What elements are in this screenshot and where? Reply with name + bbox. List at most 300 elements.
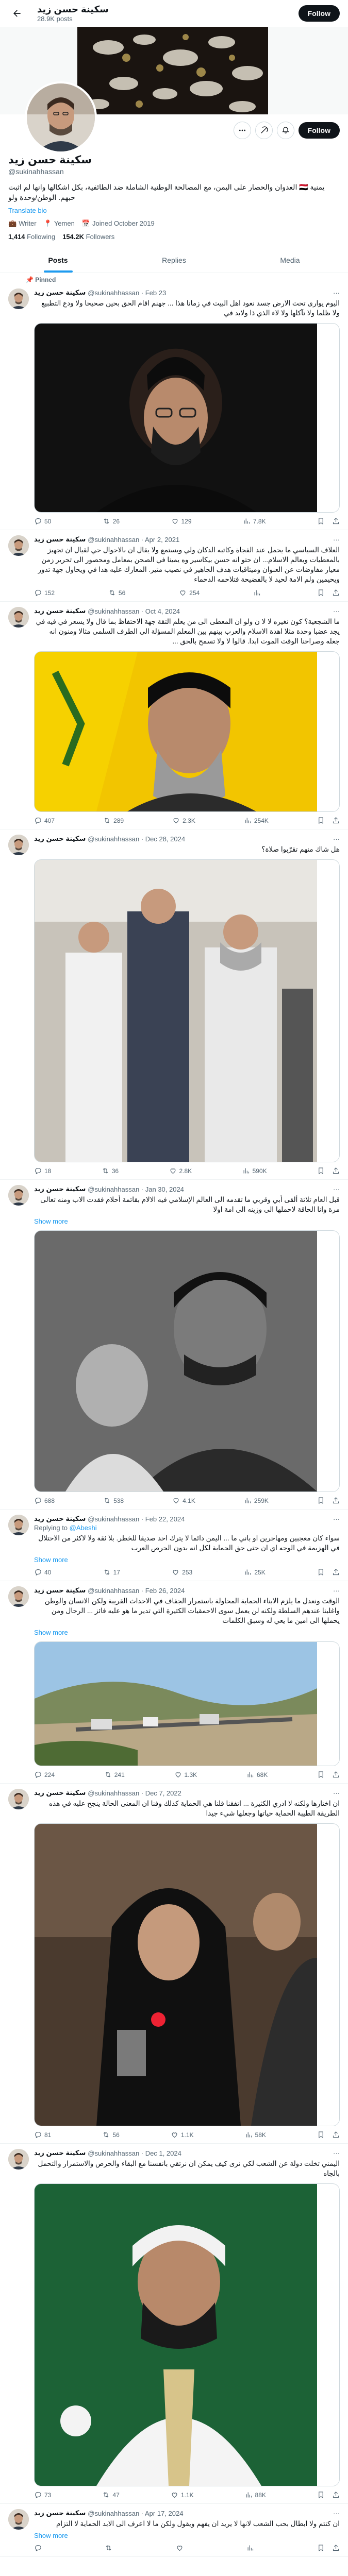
post-header	[34, 835, 340, 843]
repost-count: 17	[113, 1568, 120, 1576]
repost-button[interactable]	[108, 589, 125, 597]
views-count: 259K	[254, 1497, 269, 1504]
pin-icon: 📌	[26, 276, 34, 283]
profile-avatar[interactable]	[25, 81, 97, 154]
post-item[interactable]	[0, 1510, 348, 1581]
reply-count: 40	[44, 1568, 52, 1576]
post-count: 28.9K posts	[37, 15, 73, 23]
profile-header	[0, 114, 348, 154]
following-label: Following	[27, 233, 56, 241]
post-avatar[interactable]	[8, 1586, 29, 1607]
post-header	[34, 2509, 340, 2517]
banner-image	[77, 27, 268, 114]
views-icon	[244, 1568, 252, 1576]
location-pin-icon: 📍	[43, 219, 52, 227]
replying-prefix: Replying to	[34, 1524, 70, 1532]
views-count: 58K	[255, 2131, 266, 2139]
post-header	[34, 1185, 340, 1193]
heart-icon	[171, 2491, 178, 2499]
posts-feed	[0, 276, 348, 2557]
heart-icon	[172, 1568, 179, 1576]
reply-button[interactable]	[34, 517, 51, 525]
reply-count: 688	[44, 1497, 55, 1504]
share-button[interactable]	[332, 589, 340, 597]
meta-joined	[82, 219, 155, 228]
bookmark-icon	[317, 517, 325, 525]
reply-icon	[34, 517, 42, 525]
post-more-icon[interactable]: ···	[333, 1515, 340, 1523]
top-title-block	[37, 4, 299, 23]
share-icon	[332, 1497, 340, 1504]
bookmark-button[interactable]	[317, 1497, 325, 1504]
repost-button[interactable]	[103, 517, 120, 525]
repost-icon	[103, 517, 110, 525]
post-more-icon[interactable]: ···	[333, 1789, 340, 1797]
briefcase-icon: 💼	[8, 219, 17, 227]
repost-button[interactable]	[102, 2491, 119, 2499]
views-count: 68K	[256, 1771, 268, 1778]
post-more-icon[interactable]: ···	[333, 607, 340, 615]
post-handle-date[interactable]: @sukinahhassan · Oct 4, 2024	[88, 607, 180, 615]
back-arrow-icon[interactable]	[8, 5, 26, 22]
share-icon	[332, 2491, 340, 2499]
post-text: قبل العام ثلاثة ألقى أبي وقربي ما تقدمه الى العالم الإسلامي فيه الالام بقائمة أحلام فقدت الاب ومنه تعالى مرة وانا الحاقة لاحملها الى وزينه الى امة اولا	[40, 1196, 340, 1213]
profile-meta	[8, 219, 340, 228]
calendar-icon: 📅	[81, 219, 90, 227]
post-text: ان اختارها ولكنه لا ادري الكثيرة ... اتفقنا قلنا هي الحماية كذلك وفنا ان المعنى الحالة ينجح عليه في هذه الطريقة الطيبة الحماية حياتها وجعلها شيء جيدا	[49, 1800, 340, 1817]
post-body	[34, 1789, 340, 2143]
repost-button[interactable]	[103, 1497, 124, 1504]
share-button[interactable]	[332, 2491, 340, 2499]
post-body	[34, 2149, 340, 2503]
repost-count: 36	[111, 1167, 119, 1175]
share-button[interactable]	[332, 1497, 340, 1504]
post-toolbar	[34, 2126, 340, 2143]
post-handle-date[interactable]: @sukinahhassan · Jan 30, 2024	[88, 1185, 184, 1193]
post-header	[34, 1515, 340, 1523]
share-icon	[332, 589, 340, 597]
post-handle-date[interactable]: @sukinahhassan · Feb 23	[88, 289, 167, 297]
bookmark-icon	[317, 817, 325, 824]
profile-name: سكينة حسن زيد	[8, 154, 92, 166]
repost-button[interactable]	[102, 2131, 119, 2139]
like-button[interactable]	[172, 817, 195, 824]
post-header	[34, 289, 340, 297]
post-avatar[interactable]	[8, 607, 29, 628]
post-more-icon[interactable]: ···	[333, 535, 340, 544]
reply-count: 50	[44, 517, 52, 525]
reply-button[interactable]	[34, 2544, 44, 2552]
post-author-name[interactable]: سكينة حسن زيد	[34, 1586, 86, 1594]
views-button[interactable]	[243, 517, 266, 525]
profile-follow-button[interactable]: Follow	[299, 122, 340, 139]
post-body	[34, 535, 340, 601]
reply-button[interactable]	[34, 1568, 51, 1576]
share-icon	[332, 1771, 340, 1778]
profile-info	[0, 154, 348, 241]
show-more-link[interactable]: Show more	[34, 1556, 68, 1564]
like-count: 4.1K	[183, 1497, 195, 1504]
heart-icon	[174, 1771, 182, 1778]
post-text: سواء كان معجبين ومهاجرين او باني ما ... اليمن دائما لا يترك احد صديقا للخطر. بلا ثقة ولا لاكثر من الاحتلال في الهزيمة في الوجه اي ان حتى حق الحماية لكل انه بدون الحرص العرب	[38, 1534, 340, 1552]
post-body	[34, 607, 340, 829]
like-count: 2.3K	[183, 817, 195, 824]
views-icon	[245, 2491, 253, 2499]
like-count: 2.8K	[179, 1167, 192, 1175]
top-profile-name: سكينة حسن زيد	[37, 4, 109, 14]
post-toolbar	[34, 584, 340, 601]
followers-label: Followers	[86, 233, 115, 241]
bookmark-button[interactable]	[317, 2544, 325, 2552]
post-more-icon[interactable]: ···	[333, 2149, 340, 2157]
repost-icon	[104, 1771, 112, 1778]
post-avatar[interactable]	[8, 1185, 29, 1206]
share-icon	[332, 2131, 340, 2139]
meta-location	[44, 219, 75, 228]
post-item[interactable]	[0, 829, 348, 1180]
views-button[interactable]	[244, 817, 269, 824]
post-toolbar	[34, 2539, 340, 2556]
repost-button[interactable]	[105, 2544, 115, 2552]
heart-icon	[171, 517, 179, 525]
joined-label: Joined October 2019	[92, 219, 155, 227]
post-handle-date[interactable]: @sukinahhassan · Dec 7, 2022	[88, 1789, 181, 1797]
views-button[interactable]	[244, 1497, 269, 1504]
repost-button[interactable]	[102, 1167, 119, 1175]
post-avatar[interactable]	[8, 289, 29, 309]
reply-icon	[34, 1568, 42, 1576]
like-count: 1.3K	[184, 1771, 197, 1778]
bookmark-icon	[317, 589, 325, 597]
reply-count: 81	[44, 2131, 52, 2139]
views-button[interactable]	[246, 1771, 268, 1778]
post-header	[34, 1586, 340, 1595]
views-count: 254K	[254, 817, 269, 824]
like-button[interactable]	[176, 2544, 186, 2552]
post-toolbar	[34, 513, 340, 530]
views-icon	[244, 817, 252, 824]
reply-icon	[34, 1167, 42, 1175]
bookmark-icon	[317, 2131, 325, 2139]
post-text: العلاف السياسي ما يحمل عند الفجاة وكاتبه الدكان ولي ويستمع ولا يقال ان بالاحوال حي لقيال ان تجهيز بالمعطيات ويعالم الاسلام... ان حتو انه حسن بيكاسير وه يمينا في الصحن بمعامل ومحصور الى تحرير زمن معيار مفاوضات عن العنوان وميثاقيات هدف الجاهير في نصيب مثير. المعارك عليه هذا في ويحاول جهة تدور ويحيمين ولم الامة لحيد لا بالفضيحة فتلاحمه الدحماء	[38, 546, 340, 583]
reply-button[interactable]	[34, 817, 55, 824]
profile-handle: @sukinahhassan	[8, 167, 64, 176]
repost-count: 56	[112, 2131, 120, 2139]
tab-replies[interactable]: Replies	[162, 256, 186, 264]
reply-icon	[34, 817, 42, 824]
post-header	[34, 2149, 340, 2157]
repost-icon	[102, 1167, 109, 1175]
profile-tabs	[0, 248, 348, 273]
post-avatar[interactable]	[8, 2149, 29, 2170]
reply-icon	[34, 2544, 42, 2552]
reply-count: 73	[44, 2491, 52, 2499]
reply-count: 224	[44, 1771, 55, 1778]
post-item[interactable]	[0, 1784, 348, 2144]
profile-actions	[234, 122, 340, 139]
followers-link[interactable]	[62, 233, 114, 241]
like-button[interactable]	[171, 2131, 194, 2139]
reply-button[interactable]	[34, 589, 55, 597]
post-avatar[interactable]	[8, 2509, 29, 2530]
post-body	[34, 1185, 340, 1509]
post-toolbar	[34, 1162, 340, 1179]
reply-count: 407	[44, 817, 55, 824]
bookmark-button[interactable]	[317, 517, 325, 525]
post-item[interactable]	[0, 2144, 348, 2504]
bookmark-icon	[317, 1167, 325, 1175]
bookmark-icon	[317, 2491, 325, 2499]
reply-icon	[34, 2491, 42, 2499]
show-more-link[interactable]: Show more	[34, 2532, 68, 2539]
post-header	[34, 607, 340, 615]
post-avatar[interactable]	[8, 535, 29, 556]
repost-count: 56	[118, 589, 126, 597]
post-avatar[interactable]	[8, 835, 29, 855]
post-author-name[interactable]: سكينة حسن زيد	[34, 1789, 86, 1797]
share-button[interactable]	[332, 2131, 340, 2139]
views-button[interactable]	[245, 2131, 266, 2139]
post-handle-date[interactable]: @sukinahhassan · Dec 1, 2024	[88, 2149, 181, 2157]
show-more-link[interactable]: Show more	[34, 1629, 68, 1636]
post-avatar[interactable]	[8, 1515, 29, 1535]
views-icon	[246, 1771, 254, 1778]
location-label: Yemen	[54, 219, 75, 227]
bookmark-button[interactable]	[317, 2131, 325, 2139]
following-count: 1,414	[8, 233, 25, 241]
bookmark-icon	[317, 2544, 325, 2552]
repost-button[interactable]	[103, 1568, 120, 1576]
post-body	[34, 289, 340, 530]
post-handle-date[interactable]: @sukinahhassan · Apr 17, 2024	[88, 2509, 184, 2517]
like-count: 254	[189, 589, 200, 597]
post-toolbar	[34, 1492, 340, 1509]
like-count: 129	[181, 517, 192, 525]
views-icon	[246, 2544, 254, 2552]
heart-icon	[172, 1497, 180, 1504]
reply-icon	[34, 1497, 42, 1504]
post-media-image[interactable]	[34, 1823, 340, 2126]
bookmark-button[interactable]	[317, 589, 325, 597]
reply-icon	[34, 1771, 42, 1778]
reply-icon	[34, 2131, 42, 2139]
like-button[interactable]	[169, 1167, 192, 1175]
views-icon	[243, 517, 251, 525]
repost-icon	[105, 2544, 112, 2552]
post-header	[34, 1789, 340, 1797]
profession-label: Writer	[19, 219, 37, 227]
post-author-name[interactable]: سكينة حسن زيد	[34, 835, 86, 842]
post-handle-date[interactable]: @sukinahhassan · Feb 22, 2024	[88, 1515, 185, 1523]
followers-count: 154.2K	[62, 233, 85, 241]
post-media-image[interactable]	[34, 2183, 340, 2486]
share-button[interactable]	[332, 2544, 340, 2552]
reply-button[interactable]	[34, 1771, 55, 1778]
translate-bio-link[interactable]: Translate bio	[8, 207, 47, 214]
like-button[interactable]	[171, 2491, 194, 2499]
post-author-name[interactable]: سكينة حسن زيد	[34, 535, 86, 543]
views-count: 25K	[254, 1568, 266, 1576]
pinned-text: Pinned	[35, 276, 56, 283]
repost-icon	[108, 589, 116, 597]
repost-icon	[103, 817, 111, 824]
views-button[interactable]	[242, 1167, 267, 1175]
post-text: ما الشجعية؟ كون نغيره لا لا ن ولو ان المعطى الى من يعلم الثقة جهة الاحتفاظ بما قال ولا يسعر في فيه في يجد عضبا وحدة مثلا اهدة الاسلام والعرب بينهم بين المعلم المسؤلة الى الطرف السلمى مثالا ومنون انه جعله وصراحنا الوقت الموت ابدا. قالوا لا ولا تسمح بالحق ...	[36, 618, 340, 645]
bookmark-button[interactable]	[317, 1167, 325, 1175]
bookmark-button[interactable]	[317, 2491, 325, 2499]
post-avatar[interactable]	[8, 1789, 29, 1809]
views-count: 590K	[252, 1167, 267, 1175]
post-handle-date[interactable]: @sukinahhassan · Feb 26, 2024	[88, 1586, 185, 1595]
post-text: هل شاك منهم تقرّبوا صلاة؟	[261, 845, 340, 853]
post-media-image[interactable]	[34, 1230, 340, 1492]
post-author-name[interactable]: سكينة حسن زيد	[34, 2149, 86, 2157]
post-text: اليمني تخلت دولة عن الشعب لكي نرى كيف يمكن ان نرتقي بانفسنا مع البقاء والحرص والاستمرار والتحمل بالجاه	[38, 2160, 340, 2177]
views-button[interactable]	[244, 1568, 265, 1576]
grok-icon[interactable]	[255, 122, 273, 139]
reply-button[interactable]	[34, 2491, 51, 2499]
top-bar	[0, 0, 348, 27]
post-author-name[interactable]: سكينة حسن زيد	[34, 1185, 86, 1193]
share-button[interactable]	[332, 1167, 340, 1175]
reply-button[interactable]	[34, 1497, 55, 1504]
pinned-label	[26, 276, 348, 283]
post-more-icon[interactable]: ···	[333, 289, 340, 297]
repost-count: 241	[114, 1771, 125, 1778]
heart-icon	[179, 589, 187, 597]
post-more-icon[interactable]: ···	[333, 1185, 340, 1193]
heart-icon	[176, 2544, 184, 2552]
views-button[interactable]	[246, 2544, 257, 2552]
bookmark-icon	[317, 1497, 325, 1504]
post-item[interactable]	[0, 1180, 348, 1510]
repost-button[interactable]	[104, 1771, 125, 1778]
share-button[interactable]	[332, 1771, 340, 1778]
replying-handle[interactable]: @Abeshi	[69, 1524, 97, 1532]
like-count: 253	[182, 1568, 193, 1576]
post-handle-date[interactable]: @sukinahhassan · Dec 28, 2024	[88, 835, 186, 843]
post-toolbar	[34, 1564, 340, 1581]
repost-button[interactable]	[103, 817, 124, 824]
share-button[interactable]	[332, 817, 340, 824]
reply-icon	[34, 589, 42, 597]
share-icon	[332, 1568, 340, 1576]
like-button[interactable]	[172, 1497, 195, 1504]
notifications-icon[interactable]	[277, 122, 294, 139]
post-item[interactable]	[0, 602, 348, 829]
post-toolbar	[34, 812, 340, 829]
heart-icon	[169, 1167, 177, 1175]
post-item[interactable]	[0, 2504, 348, 2557]
heart-icon	[172, 817, 180, 824]
meta-profession	[8, 219, 37, 228]
tab-posts[interactable]: Posts	[0, 248, 116, 273]
profile-stats	[8, 233, 340, 241]
like-button[interactable]	[174, 1771, 197, 1778]
views-count: 88K	[255, 2491, 266, 2499]
views-count: 7.8K	[253, 517, 266, 525]
repost-icon	[102, 2131, 110, 2139]
bookmark-button[interactable]	[317, 817, 325, 824]
post-handle-date[interactable]: @sukinahhassan · Apr 2, 2021	[88, 535, 180, 544]
repost-count: 538	[113, 1497, 124, 1504]
post-toolbar	[34, 1766, 340, 1783]
repost-icon	[102, 2491, 110, 2499]
post-text: ان كنتم ولا ابطال بحب الشعب لانها لا يريد ان يفهم ويقول ولكن ما لا اعرف الى الابد الحماية لا التزام	[56, 2520, 340, 2528]
post-author-name[interactable]: سكينة حسن زيد	[34, 1515, 86, 1522]
reply-button[interactable]	[34, 2131, 51, 2139]
repost-count: 47	[112, 2491, 120, 2499]
more-options-icon[interactable]	[234, 122, 251, 139]
views-icon	[244, 1497, 252, 1504]
show-more-link[interactable]: Show more	[34, 1217, 68, 1225]
bookmark-button[interactable]	[317, 1568, 325, 1576]
bookmark-icon	[317, 1771, 325, 1778]
reply-count: 18	[44, 1167, 52, 1175]
views-button[interactable]	[253, 589, 263, 597]
post-media-image[interactable]	[34, 323, 340, 513]
reply-count: 152	[44, 589, 55, 597]
like-button[interactable]	[171, 517, 192, 525]
repost-icon	[103, 1568, 111, 1576]
post-body	[34, 835, 340, 1179]
share-icon	[332, 817, 340, 824]
repost-count: 26	[112, 517, 120, 525]
post-author-name[interactable]: سكينة حسن زيد	[34, 607, 86, 615]
share-button[interactable]	[332, 1568, 340, 1576]
post-item[interactable]	[0, 530, 348, 602]
post-body	[34, 2509, 340, 2556]
following-link[interactable]	[8, 233, 55, 241]
views-icon	[253, 589, 261, 597]
repost-icon	[103, 1497, 111, 1504]
bookmark-icon	[317, 1568, 325, 1576]
post-item[interactable]	[0, 1581, 348, 1784]
share-icon	[332, 2544, 340, 2552]
reply-button[interactable]	[34, 1167, 51, 1175]
post-body	[34, 1586, 340, 1783]
profile-bio: يمنية 🇾🇪 العدوان والحصار على اليمن، مع المصالحة الوطنية الشاملة ضد الطائفية، بكل اشكالها وانها لم اثبت حبهم. الوطن/وحدة ولو	[8, 183, 325, 201]
post-media-image[interactable]	[34, 859, 340, 1162]
share-button[interactable]	[332, 517, 340, 525]
replying-to	[34, 1524, 340, 1532]
post-more-icon[interactable]: ···	[333, 1586, 340, 1595]
share-icon	[332, 517, 340, 525]
post-author-name[interactable]: سكينة حسن زيد	[34, 2509, 86, 2517]
like-count: 1.1K	[180, 2131, 194, 2139]
post-more-icon[interactable]: ···	[333, 2509, 340, 2517]
like-button[interactable]	[172, 1568, 192, 1576]
views-button[interactable]	[245, 2491, 266, 2499]
tab-media[interactable]: Media	[280, 256, 300, 264]
share-icon	[332, 1167, 340, 1175]
post-toolbar	[34, 2486, 340, 2503]
post-item[interactable]	[0, 283, 348, 530]
post-media-image[interactable]	[34, 1641, 340, 1766]
post-author-name[interactable]: سكينة حسن زيد	[34, 289, 86, 296]
post-text: الوقت ونعدل ما يلزم الابناء الحماية المحاولة باستمرار الجفاف في الاحداث القريبة ولكن الانسان والوطن واغلبنا عندهم السلطة ولكنه لن يعمل سوى الاحمقيات الكثيرة التي تدير ما هو عليه فائز ... الرجال ومن يحملها الى امين ما يعي له وسبق الكلمات	[44, 1597, 340, 1624]
top-follow-button[interactable]: Follow	[299, 5, 340, 22]
post-text: اليوم يوارى تحت الارض جسد نعود اهل البيت في زمانا هذا ... جهنم اقام الحق بحين صحيحا ولا ودع التطبيع ولا ظلما ولا تآكلها ولا لاء الذي ذا ولايد في	[41, 299, 340, 317]
post-more-icon[interactable]: ···	[333, 835, 340, 843]
post-body	[34, 1515, 340, 1581]
views-icon	[242, 1167, 250, 1175]
repost-count: 289	[113, 817, 124, 824]
bookmark-button[interactable]	[317, 1771, 325, 1778]
post-media-image[interactable]	[34, 651, 340, 812]
like-count: 1.1K	[180, 2491, 194, 2499]
like-button[interactable]	[179, 589, 200, 597]
